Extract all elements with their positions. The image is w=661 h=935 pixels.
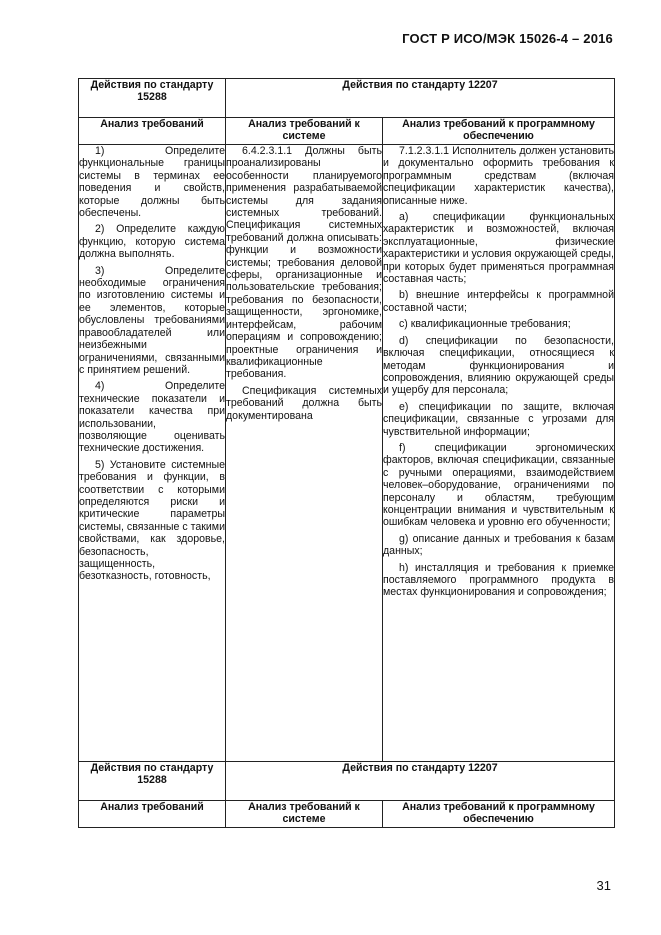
subheader-software-requirements-repeat: Анализ требований к программному обеспечению xyxy=(383,801,615,828)
col2-cell xyxy=(226,145,383,762)
col1-item-5: 5) Установите системные требования и функции, в соответствии с которыми определяются риски и критические параметры системы, связанные с такими свойствами, как здоровье, безопасность, защищенность, безотказность, готовность, xyxy=(79,458,225,583)
table-header-row xyxy=(79,79,615,118)
col3-item-h: h) инсталляция и требования к приемке поставляемого программного продукта в местах функционирования и сопровождения; xyxy=(383,561,614,599)
table-body-row xyxy=(79,145,615,762)
col3-item-e: e) спецификации по защите, включая спецификации, связанные с угрозами для чувствительной информации; xyxy=(383,400,614,438)
subheader-requirements-analysis: Анализ требований xyxy=(79,118,226,145)
col1-item-3: 3) Определите необходимые ограничения по изготовлению системы и ее элементов, которые обусловлены требованиями правообладателей или неизбежными ограничениями, связанными с принятием решений. xyxy=(79,264,225,376)
col1-item-2: 2) Определите каждую функцию, которую система должна выполнять. xyxy=(79,223,225,261)
page-number: 31 xyxy=(596,878,611,893)
subheader-system-requirements: Анализ требований к системе xyxy=(226,118,383,145)
col3-cell xyxy=(383,145,615,762)
header-standard-15288: Действия по стандарту 15288 xyxy=(79,79,226,118)
col3-item-d: d) спецификации по безопасности, включая спецификации, относящиеся к методам функционирования и сопровождения, влиянию окружающей среды и ущербу для персонала; xyxy=(383,334,614,397)
col2-item-2: Спецификация системных требований должна быть документирована xyxy=(226,384,382,422)
header-standard-12207-repeat: Действия по стандарту 12207 xyxy=(226,762,615,801)
table-subheader-row-repeat xyxy=(79,801,615,828)
col3-item-f: f) спецификации эргономических факторов, включая спецификации, связанные с ручными операциями, взаимодействием человек–оборудование, ограничениями по персоналу и областям, требующим концентрации внимания и чувствительным к ошибкам человека и уровню его обученности; xyxy=(383,441,614,529)
col1-item-1: 1) Определите функциональные границы системы в терминах ее поведения и свойств, которые должны быть обеспечены. xyxy=(79,145,225,220)
col3-item-b: b) внешние интерфейсы к программной составной части; xyxy=(383,289,614,314)
requirements-table xyxy=(78,78,615,828)
col1-item-4: 4) Определите технические показатели и показатели качества при использовании, позволяющие оценивать технические достижения. xyxy=(79,380,225,455)
col3-item-a: a) спецификации функциональных характеристик и возможностей, включая эксплуатационные, физические характеристики и условия окружающей среды, при которых будет применяться программная составная часть; xyxy=(383,211,614,286)
col2-item-1: 6.4.2.3.1.1 Должны быть проанализированы особенности планируемого применения разрабатываемой системы для задания системных требований. Спецификация системных требований должна описывать: функции и возможности системы; требования деловой сферы, организационные и пользовательские требования; требования по безопасности, защищенности, эргономике, интерфейсам, рабочим операциям и сопровождению; проектные ограничения и квалификационные требования. xyxy=(226,145,382,381)
col3-item-c: c) квалификационные требования; xyxy=(399,318,571,331)
table-subheader-row xyxy=(79,118,615,145)
subheader-software-requirements: Анализ требований к программному обеспечению xyxy=(383,118,615,145)
subheader-requirements-analysis-repeat: Анализ требований xyxy=(79,801,226,828)
header-standard-12207: Действия по стандарту 12207 xyxy=(226,79,615,118)
col3-item-1: 7.1.2.3.1.1 Исполнитель должен установить и документально оформить требования к программным средствам (включая спецификации характеристик качества), описанные ниже. xyxy=(383,145,614,207)
document-code-header: ГОСТ Р ИСО/МЭК 15026-4 – 2016 xyxy=(402,31,613,46)
header-standard-15288-repeat: Действия по стандарту 15288 xyxy=(79,762,226,801)
subheader-system-requirements-repeat: Анализ требований к системе xyxy=(226,801,383,828)
table-header-row-repeat xyxy=(79,762,615,801)
col3-item-g: g) описание данных и требования к базам данных; xyxy=(383,532,614,558)
col1-cell xyxy=(79,145,226,762)
